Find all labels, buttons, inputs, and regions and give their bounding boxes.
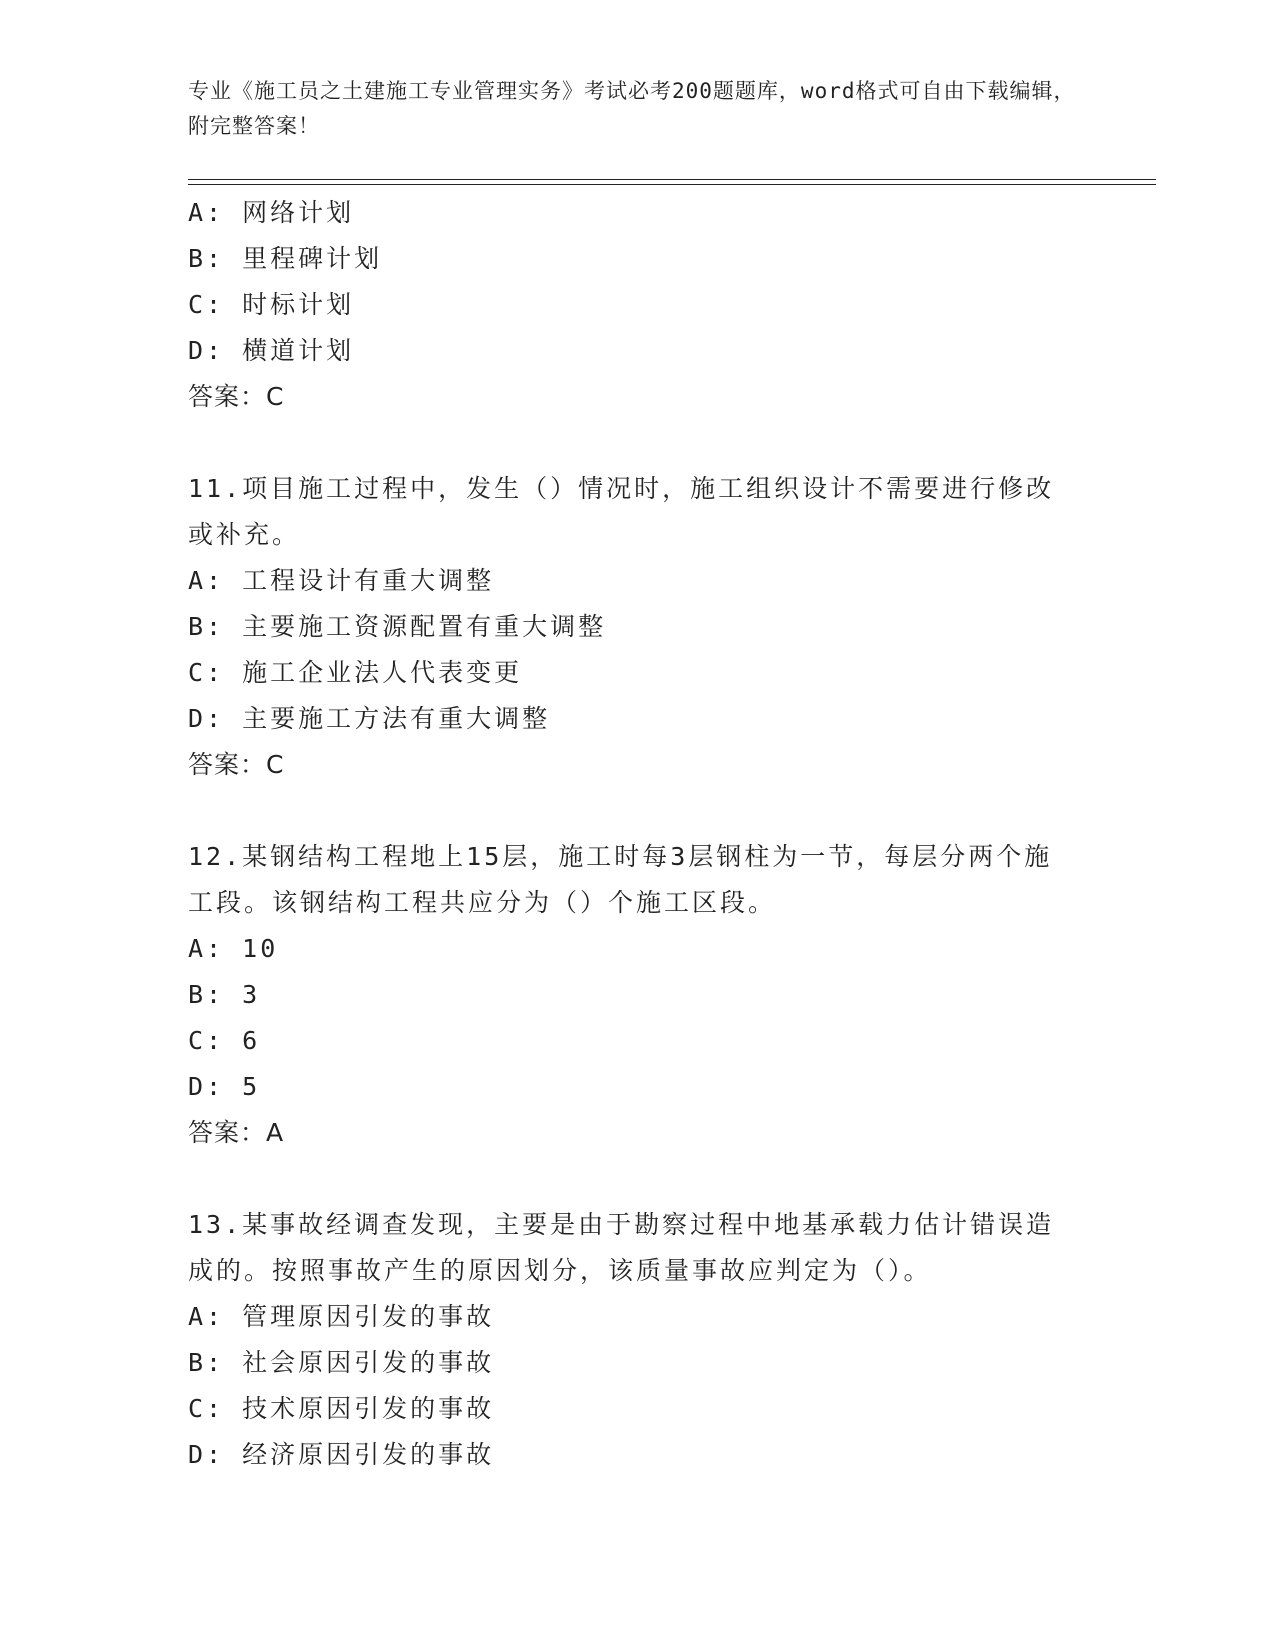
- option-a: A: 管理原因引发的事故: [188, 1302, 495, 1331]
- question-block: [188, 1202, 1088, 1478]
- header-rule-bottom: [188, 184, 1156, 185]
- document-header: 专业《施工员之土建施工专业管理实务》考试必考200题题库，word格式可自由下载编辑，附完整答案！: [188, 79, 1076, 138]
- option-b: B: 里程碑计划: [188, 244, 383, 273]
- question-text: 12.某钢结构工程地上15层，施工时每3层钢柱为一节，每层分两个施工段。该钢结构工程共应分为（）个施工区段。: [188, 842, 1053, 917]
- question-text: 11.项目施工过程中，发生（）情况时，施工组织设计不需要进行修改或补充。: [188, 474, 1055, 549]
- option-c: C: 时标计划: [188, 290, 355, 319]
- question-block: [188, 466, 1088, 788]
- option-d: D: 主要施工方法有重大调整: [188, 704, 551, 733]
- header-rule-top: [188, 179, 1156, 180]
- option-a: A: 网络计划: [188, 198, 355, 227]
- option-c: C: 技术原因引发的事故: [188, 1394, 495, 1423]
- spacer: [188, 1156, 1088, 1202]
- option-a: A: 工程设计有重大调整: [188, 566, 495, 595]
- question-list: [188, 190, 1088, 1478]
- question-block: [188, 834, 1088, 1156]
- answer: 答案：C: [188, 382, 285, 411]
- spacer: [188, 420, 1088, 466]
- option-b: B: 社会原因引发的事故: [188, 1348, 495, 1377]
- spacer: [188, 788, 1088, 834]
- option-a: A: 10: [188, 934, 279, 963]
- option-b: B: 3: [188, 980, 261, 1009]
- option-c: C: 6: [188, 1026, 261, 1055]
- question-text: 13.某事故经调查发现，主要是由于勘察过程中地基承载力估计错误造成的。按照事故产生的原因划分，该质量事故应判定为（）。: [188, 1210, 1055, 1285]
- option-d: D: 5: [188, 1072, 261, 1101]
- answer: 答案：C: [188, 750, 285, 779]
- option-d: D: 横道计划: [188, 336, 355, 365]
- question-block: [188, 190, 1088, 420]
- answer: 答案：A: [188, 1118, 285, 1147]
- option-d: D: 经济原因引发的事故: [188, 1440, 495, 1469]
- option-b: B: 主要施工资源配置有重大调整: [188, 612, 607, 641]
- option-c: C: 施工企业法人代表变更: [188, 658, 523, 687]
